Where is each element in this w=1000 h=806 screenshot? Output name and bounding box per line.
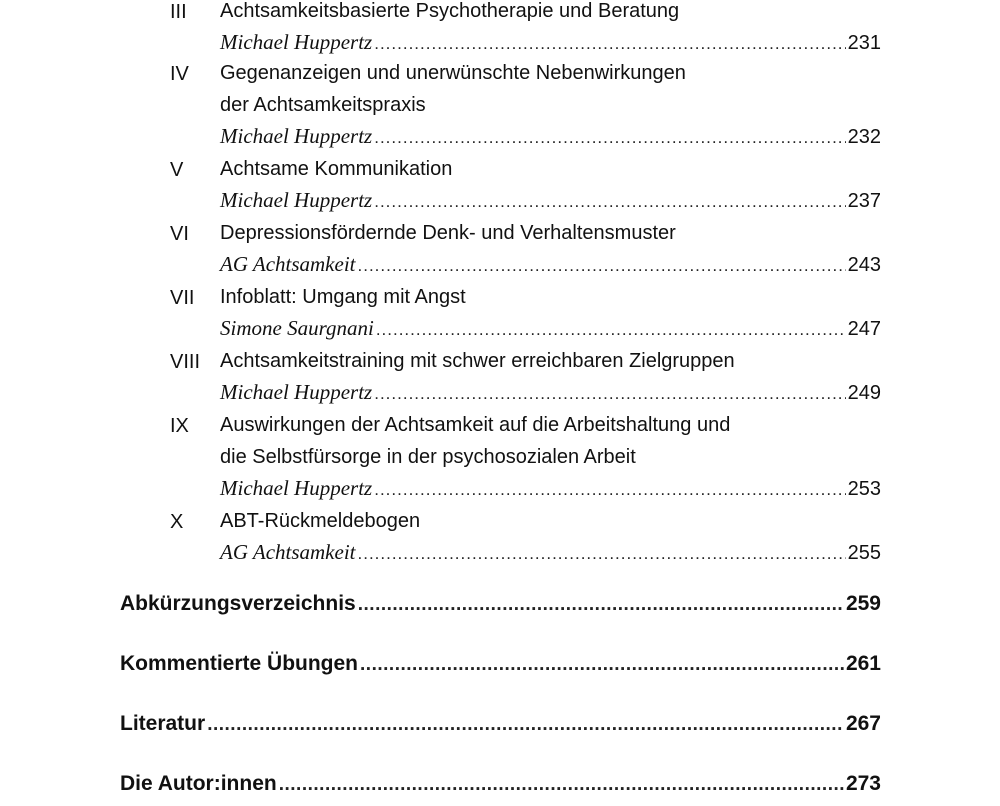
- dot-leader: [358, 256, 846, 276]
- entry-page-number: 253: [847, 478, 881, 500]
- entry-page-number: 255: [847, 542, 881, 564]
- entry-title: [220, 345, 860, 377]
- entry-page-number: 243: [847, 254, 881, 276]
- entry-title-line: die Selbstfürsorge in der psychosozialen Arbeit: [220, 446, 636, 468]
- entry-author-line: [220, 476, 881, 506]
- dot-leader: [376, 320, 846, 340]
- main-entry-page-number: 259: [845, 592, 881, 615]
- entry-author-line: [220, 188, 881, 218]
- entry-title-line: Achtsame Kommunikation: [220, 158, 453, 180]
- entry-title: [220, 409, 860, 473]
- entry-author: Michael Huppertz: [220, 124, 373, 148]
- dot-leader: [207, 714, 844, 736]
- entry-author: Michael Huppertz: [220, 30, 373, 54]
- main-entry-page-number: 261: [845, 652, 881, 675]
- entry-numeral: X: [170, 511, 184, 533]
- toc-main-entry[interactable]: [120, 652, 881, 686]
- entry-page-number: 231: [847, 32, 881, 54]
- entry-author: AG Achtsamkeit: [220, 540, 356, 564]
- entry-title-line: Gegenanzeigen und unerwünschte Nebenwirkungen: [220, 62, 686, 84]
- entry-title: [220, 0, 860, 27]
- entry-title: [220, 153, 860, 185]
- dot-leader: [374, 480, 845, 500]
- entry-title-line: Infoblatt: Umgang mit Angst: [220, 286, 466, 308]
- entry-numeral: IX: [170, 415, 189, 437]
- entry-title: [220, 57, 860, 121]
- entry-page-number: 232: [847, 126, 881, 148]
- entry-numeral: IV: [170, 63, 189, 85]
- entry-author: Michael Huppertz: [220, 476, 373, 500]
- dot-leader: [358, 594, 844, 616]
- entry-author-line: [220, 252, 881, 282]
- toc-main-entry[interactable]: [120, 712, 881, 746]
- entry-numeral: V: [170, 159, 184, 181]
- main-entry-title: Die Autor:innen: [120, 772, 277, 795]
- dot-leader: [358, 544, 846, 564]
- entry-author: Michael Huppertz: [220, 188, 373, 212]
- entry-page-number: 237: [847, 190, 881, 212]
- entry-title: [220, 505, 860, 537]
- dot-leader: [279, 774, 844, 796]
- main-entry-title: Literatur: [120, 712, 206, 735]
- entry-title-line: der Achtsamkeitspraxis: [220, 94, 426, 116]
- entry-numeral: VI: [170, 223, 189, 245]
- toc-main-entry[interactable]: [120, 592, 881, 626]
- entry-title-line: Achtsamkeitstraining mit schwer erreichbaren Zielgruppen: [220, 350, 735, 372]
- entry-title-line: ABT-Rückmeldebogen: [220, 510, 421, 532]
- entry-title-line: Depressionsfördernde Denk- und Verhaltensmuster: [220, 222, 676, 244]
- main-entry-page-number: 267: [845, 712, 881, 735]
- main-entry-page-number: 273: [845, 772, 881, 795]
- entry-title-line: Auswirkungen der Achtsamkeit auf die Arbeitshaltung und: [220, 414, 731, 436]
- dot-leader: [374, 192, 845, 212]
- entry-title: [220, 281, 860, 313]
- dot-leader: [374, 384, 845, 404]
- entry-author: AG Achtsamkeit: [220, 252, 356, 276]
- entry-title-line: Achtsamkeitsbasierte Psychotherapie und Beratung: [220, 0, 680, 22]
- entry-author: Michael Huppertz: [220, 380, 373, 404]
- entry-author-line: [220, 124, 881, 154]
- entry-numeral: VII: [170, 287, 195, 309]
- main-entry-title: Kommentierte Übungen: [120, 652, 359, 675]
- dot-leader: [360, 654, 844, 676]
- dot-leader: [374, 128, 845, 148]
- toc-main-entry[interactable]: [120, 772, 881, 806]
- entry-author: Simone Saurgnani: [220, 316, 374, 340]
- entry-author-line: [220, 540, 881, 570]
- entry-numeral: III: [170, 1, 187, 23]
- entry-author-line: [220, 316, 881, 346]
- entry-author-line: [220, 380, 881, 410]
- entry-title: [220, 217, 860, 249]
- entry-page-number: 247: [847, 318, 881, 340]
- entry-author-line: [220, 30, 881, 60]
- entry-numeral: VIII: [170, 351, 201, 373]
- dot-leader: [374, 34, 845, 54]
- main-entry-title: Abkürzungsverzeichnis: [120, 592, 356, 615]
- entry-page-number: 249: [847, 382, 881, 404]
